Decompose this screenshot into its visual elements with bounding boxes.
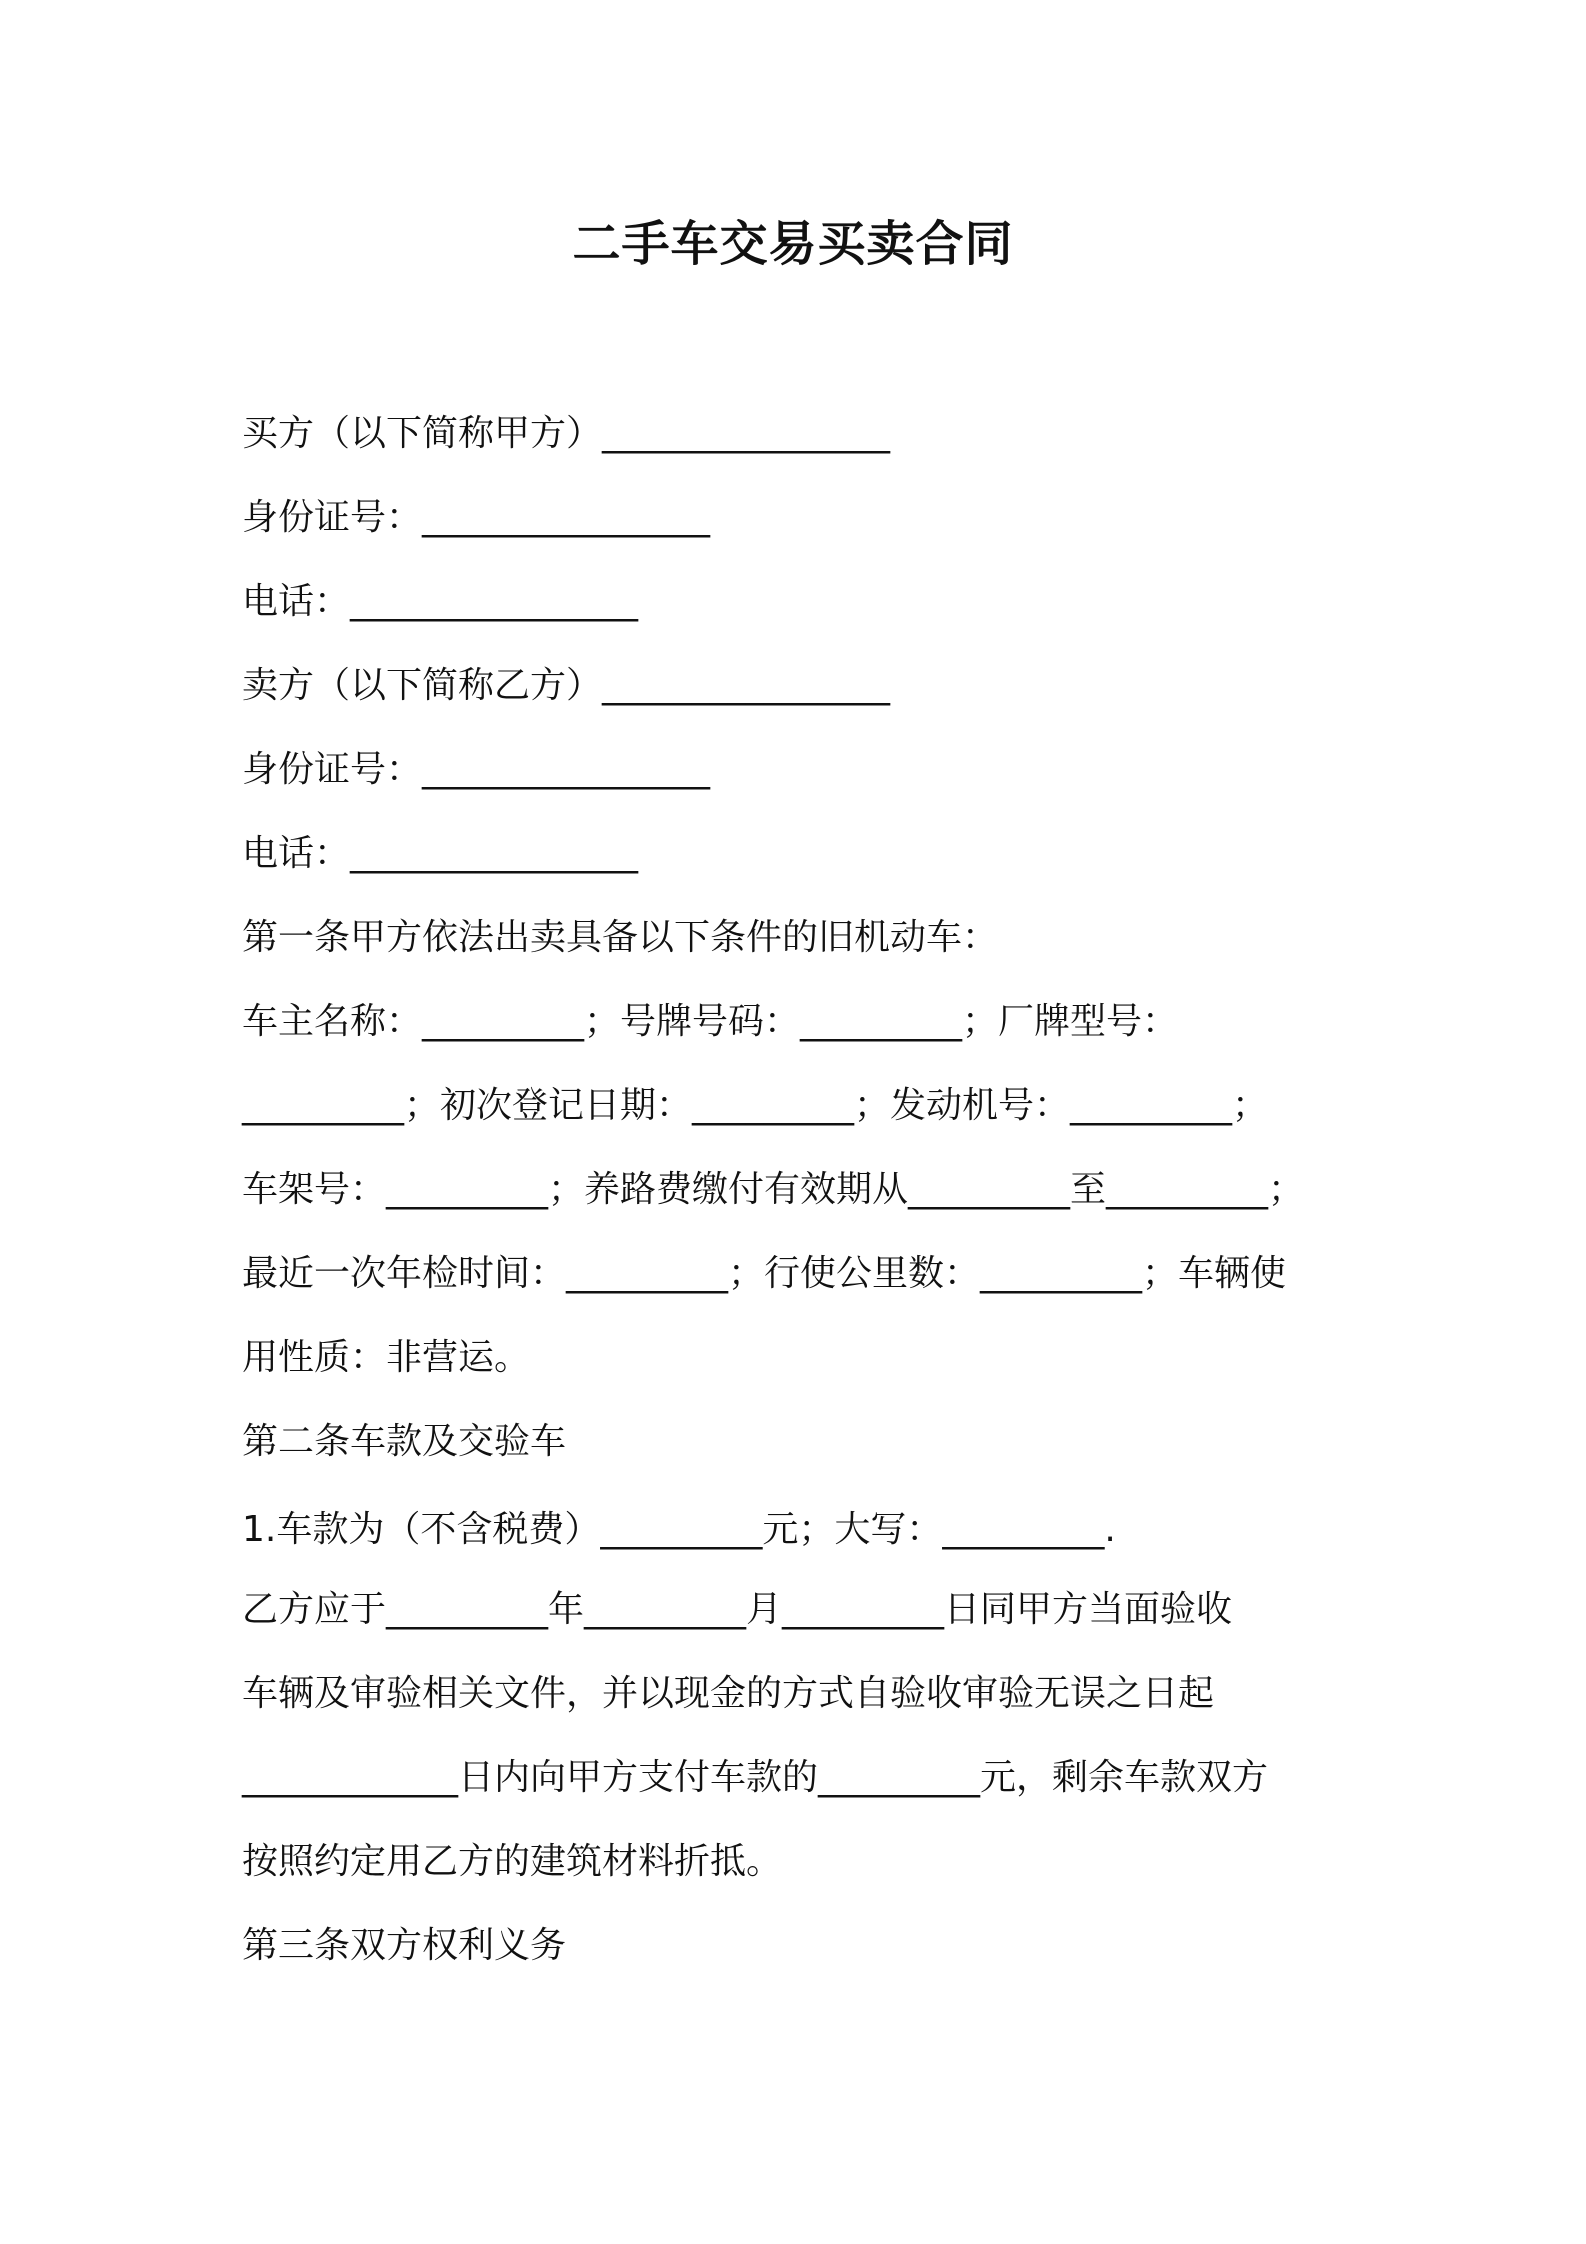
article-one-line: _________；初次登记日期：_________；发动机号：_________； [242,1085,1269,1126]
article-one-line: 用性质：非营运。 [242,1337,531,1378]
buyer-id-line: 身份证号：________________ [242,497,711,538]
article-one-line: 最近一次年检时间：_________；行使公里数：_________；车辆使 [242,1253,1287,1294]
buyer-name-line: 买方（以下简称甲方）________________ [242,413,891,454]
article-two-line: 乙方应于_________年_________月_________日同甲方当面验收 [242,1589,1233,1630]
seller-phone-line: 电话：________________ [242,833,639,874]
article-two-line: 按照约定用乙方的建筑材料折抵。 [242,1841,783,1882]
seller-id-line: 身份证号：________________ [242,749,711,790]
seller-name-line: 卖方（以下简称乙方）________________ [242,665,891,706]
article-one-heading: 第一条甲方依法出卖具备以下条件的旧机动车： [242,917,999,958]
article-two-heading: 第二条车款及交验车 [242,1421,567,1462]
buyer-phone-line: 电话：________________ [242,581,639,622]
document-title: 二手车交易买卖合同 [572,216,1014,272]
article-one-line: 车架号：_________；养路费缴付有效期从_________至_________； [242,1169,1305,1210]
article-three-heading: 第三条双方权利义务 [242,1925,567,1966]
article-two-line: ____________日内向甲方支付车款的_________元，剩余车款双方 [242,1757,1269,1798]
article-two-line: 1.车款为（不含税费）_________元；大写：_________. [242,1509,1116,1550]
article-one-line: 车主名称：_________；号牌号码：_________；厂牌型号： [242,1001,1179,1042]
article-two-line: 车辆及审验相关文件，并以现金的方式自验收审验无误之日起 [242,1673,1215,1714]
